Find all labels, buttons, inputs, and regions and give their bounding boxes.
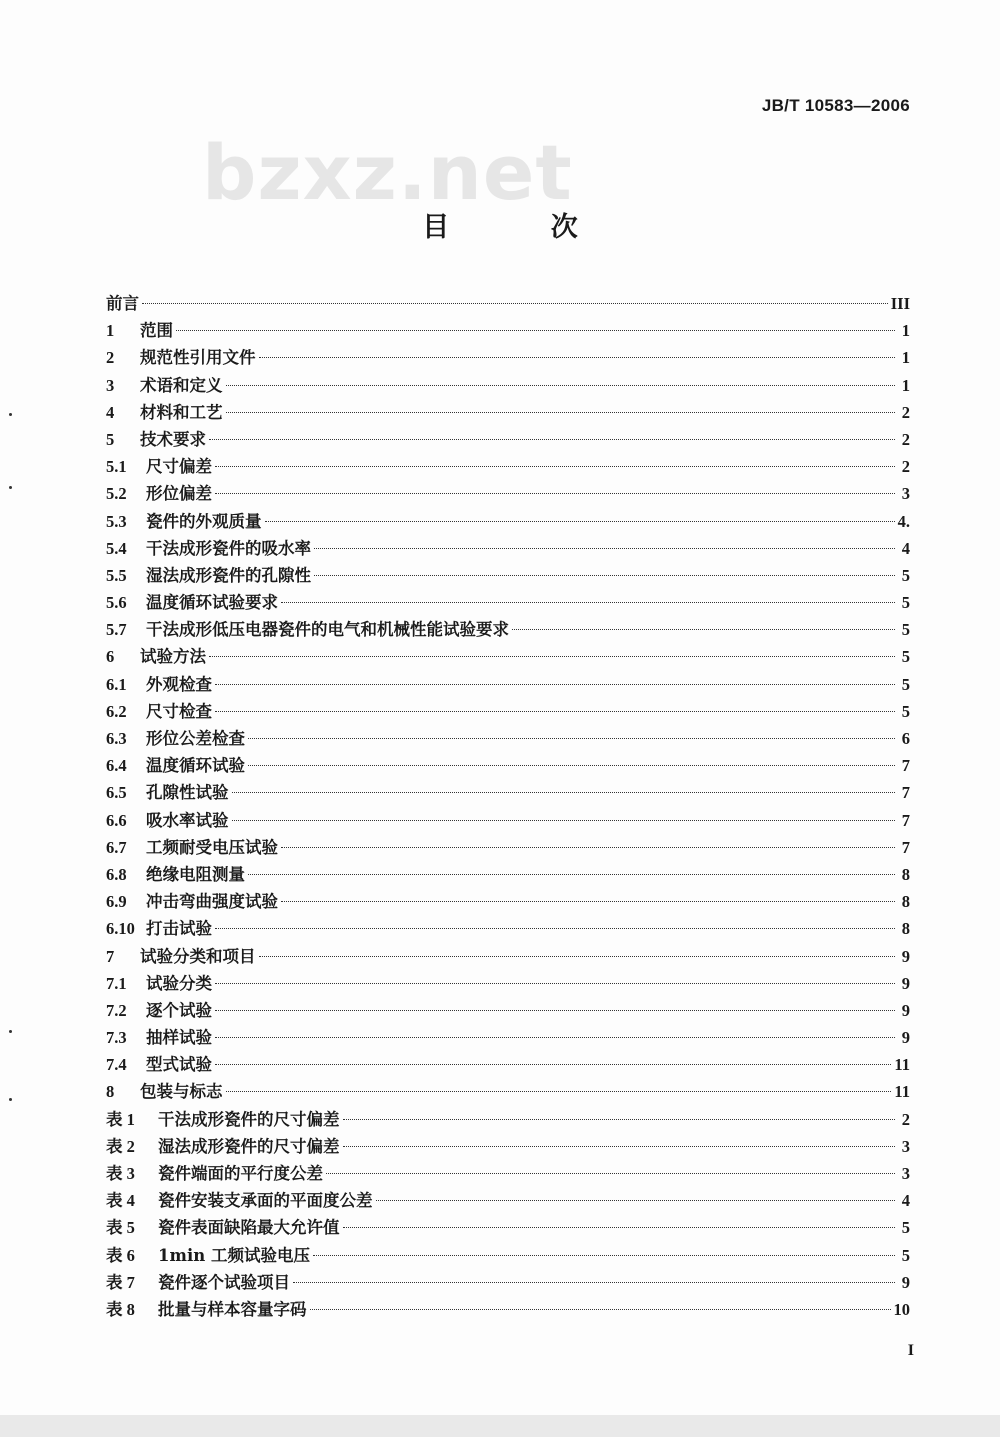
scan-speck [9,1030,12,1033]
toc-entry-page: 4. [897,511,910,531]
toc-entry [106,1296,910,1323]
toc-entry [106,535,910,562]
toc-entry-page: 5 [901,1245,910,1265]
toc-entry [106,643,910,670]
toc-leader-dots [259,956,896,957]
toc-leader-dots [293,1282,895,1283]
toc-entry [106,752,910,779]
toc-entry [106,426,910,453]
toc-leader-dots [376,1200,896,1201]
toc-leader-dots [215,1010,895,1011]
toc-entry [106,888,910,915]
toc-entry-label: 1min 工频试验电压 [158,1245,310,1265]
toc-entry-number: 表 8 [106,1299,135,1319]
toc-entry [106,480,910,507]
toc-entry-page: 3 [901,484,910,504]
toc-entry-label: 技术要求 [140,429,206,449]
toc-leader-dots [232,792,896,793]
toc-entry [106,1133,910,1160]
toc-entry-label: 打击试验 [146,919,212,939]
toc-leader-dots [326,1173,895,1174]
toc-entry-number: 5 [106,429,115,449]
toc-entry [106,671,910,698]
toc-leader-dots [310,1309,891,1310]
toc-entry-page: III [890,294,910,313]
toc-entry-number: 6.7 [106,837,127,857]
toc-entry [106,1214,910,1241]
toc-entry-page: 1 [901,375,910,395]
toc-entry-number: 7.4 [106,1055,127,1075]
toc-entry-number: 3 [106,375,115,395]
toc-leader-dots [232,820,896,821]
toc-entry-page: 7 [901,837,910,857]
toc-entry-page: 8 [901,892,910,912]
toc-entry-page: 9 [901,1028,910,1048]
toc-leader-dots [226,412,896,413]
toc-entry-page: 2 [901,429,910,449]
toc-entry-number: 5.4 [106,538,127,558]
toc-entry-label: 工频耐受电压试验 [146,837,278,857]
toc-leader-dots [226,1091,892,1092]
toc-entry-label: 型式试验 [146,1055,212,1075]
toc-leader-dots [343,1146,896,1147]
toc-leader-dots [142,303,888,304]
toc-entry-label: 尺寸偏差 [146,457,212,477]
toc-entry-page: 7 [901,756,910,776]
toc-entry-label: 冲击弯曲强度试验 [146,892,278,912]
toc-entry [106,290,910,317]
toc-entry-number: 5.7 [106,620,127,640]
toc-entry-number: 7.3 [106,1028,127,1048]
toc-entry-number: 5.2 [106,484,127,504]
toc-entry-label: 前言 [106,294,139,313]
toc-entry-number: 2 [106,348,115,368]
toc-entry-page: 8 [901,919,910,939]
toc-entry [106,779,910,806]
toc-entry-label: 吸水率试验 [146,810,229,830]
toc-leader-dots [313,1255,895,1256]
toc-entry-number: 6.5 [106,783,127,803]
toc-entry-label: 湿法成形瓷件的尺寸偏差 [158,1136,340,1156]
toc-leader-dots [281,847,895,848]
toc-entry-page: 1 [901,348,910,368]
toc-entry-page: 5 [901,647,910,667]
toc-entry-label: 温度循环试验要求 [146,593,278,613]
toc-leader-dots [215,711,895,712]
toc-leader-dots [209,656,895,657]
toc-entry-number: 6.8 [106,864,127,884]
toc-entry [106,1242,910,1269]
toc-leader-dots [314,548,895,549]
toc-entry-page: 2 [901,457,910,477]
scan-bottom-edge [0,1415,1000,1437]
toc-leader-dots [248,738,895,739]
standard-number: JB/T 10583—2006 [761,96,910,115]
toc-leader-dots [248,874,895,875]
toc-entry-number: 5.1 [106,457,127,477]
toc-entry-number: 表 6 [106,1245,135,1265]
toc-entry-label: 形位偏差 [146,484,212,504]
toc-entry-number: 1 [106,321,115,341]
toc-entry-label: 瓷件端面的平行度公差 [158,1164,323,1183]
toc-entry [106,344,910,371]
toc-entry-page: 4 [901,538,910,558]
toc-entry-label: 规范性引用文件 [140,348,256,368]
toc-entry-number: 6.4 [106,756,127,776]
toc-entry-number: 7.2 [106,1000,127,1020]
toc-entry-page: 2 [901,402,910,422]
toc-leader-dots [215,1064,891,1065]
toc-entry-number: 6.9 [106,892,127,912]
toc-entry-number: 7 [106,946,115,966]
toc-entry-label: 孔隙性试验 [146,783,229,803]
toc-entry-label: 抽样试验 [146,1028,212,1048]
toc-entry-number: 表 7 [106,1272,135,1292]
toc-entry-label: 瓷件表面缺陷最大允许值 [158,1218,340,1238]
toc-entry-page: 5 [901,565,910,585]
toc-leader-dots [281,901,895,902]
toc-entry-number: 7.1 [106,973,127,993]
toc-entry-label: 试验分类 [146,973,212,993]
toc-entry [106,562,910,589]
toc-entry-page: 6 [901,729,910,748]
toc-entry [106,807,910,834]
toc-entry [106,970,910,997]
toc-entry-label: 瓷件的外观质量 [146,511,262,531]
toc-entry-number: 8 [106,1082,115,1102]
toc-entry-page: 10 [893,1299,910,1319]
toc-entry-label: 瓷件安装支承面的平面度公差 [158,1191,373,1211]
toc-leader-dots [281,602,895,603]
toc-leader-dots [215,1037,895,1038]
toc-entry-number: 6.6 [106,810,127,830]
toc-entry-page: 9 [901,946,910,966]
toc-leader-dots [176,330,895,331]
toc-entry [106,1269,910,1296]
toc-entry [106,453,910,480]
toc-entry-page: 5 [901,1218,910,1238]
toc-entry [106,943,910,970]
toc-entry-number: 6.2 [106,701,127,721]
scan-speck [9,486,12,489]
toc-entry [106,1078,910,1105]
toc-entry-label: 材料和工艺 [140,402,223,422]
table-of-contents [106,290,910,1323]
toc-leader-dots [512,629,895,630]
toc-entry-page: 4 [901,1191,910,1211]
toc-entry [106,997,910,1024]
toc-entry [106,915,910,942]
toc-entry [106,1160,910,1187]
toc-leader-dots [265,521,895,522]
toc-entry-page: 9 [901,973,910,993]
toc-entry-page: 8 [901,864,910,884]
toc-entry-number: 表 2 [106,1136,135,1156]
toc-entry-number: 4 [106,402,115,422]
toc-title: 目 次 [422,212,624,243]
toc-entry-label: 干法成形瓷件的尺寸偏差 [158,1109,340,1129]
scan-speck [9,1098,12,1101]
toc-entry-number: 表 4 [106,1191,135,1211]
toc-leader-dots [343,1119,896,1120]
toc-entry-label: 绝缘电阻测量 [146,864,245,884]
toc-entry-number: 5.3 [106,511,127,531]
toc-leader-dots [215,493,895,494]
toc-leader-dots [248,765,895,766]
toc-entry [106,508,910,535]
toc-entry-page: 5 [901,674,910,694]
toc-leader-dots [209,439,895,440]
toc-entry-page: 1 [901,321,910,341]
toc-entry [106,834,910,861]
toc-leader-dots [314,575,895,576]
toc-entry-page: 9 [901,1000,910,1020]
toc-entry-label: 干法成形低压电器瓷件的电气和机械性能试验要求 [146,620,509,640]
toc-entry-number: 表 1 [106,1109,135,1129]
toc-entry-page: 5 [901,701,910,721]
toc-entry-number: 表 5 [106,1218,135,1238]
toc-entry-label: 形位公差检查 [146,729,245,748]
toc-leader-dots [215,684,895,685]
toc-entry-label: 试验方法 [140,647,206,667]
toc-entry-page: 11 [894,1055,910,1075]
toc-entry [106,1187,910,1214]
toc-entry [106,589,910,616]
toc-entry-label: 试验分类和项目 [140,946,256,966]
toc-entry [106,1024,910,1051]
toc-leader-dots [215,983,895,984]
toc-entry-label: 干法成形瓷件的吸水率 [146,538,311,558]
toc-entry [106,399,910,426]
toc-entry-label: 尺寸检查 [146,701,212,721]
toc-entry-page: 3 [901,1164,910,1183]
toc-entry-page: 7 [901,783,910,803]
scan-speck [9,413,12,416]
toc-entry-page: 11 [894,1082,910,1102]
toc-leader-dots [215,466,895,467]
toc-entry-number: 6.3 [106,729,127,748]
toc-entry-number: 6.1 [106,674,127,694]
toc-leader-dots [259,357,896,358]
toc-entry-number: 表 3 [106,1164,135,1183]
toc-entry-page: 3 [901,1136,910,1156]
toc-leader-dots [343,1227,896,1228]
toc-entry [106,616,910,643]
toc-entry [106,1106,910,1133]
toc-entry-page: 9 [901,1272,910,1292]
toc-entry [106,1051,910,1078]
toc-entry [106,372,910,399]
toc-entry-label: 温度循环试验 [146,756,245,776]
toc-leader-dots [226,385,896,386]
toc-entry [106,317,910,344]
toc-entry-page: 2 [901,1109,910,1129]
toc-entry-label: 批量与样本容量字码 [158,1299,307,1319]
page-number: I [907,1342,914,1359]
toc-entry [106,861,910,888]
toc-entry-number: 6.10 [106,919,135,939]
toc-entry-label: 逐个试验 [146,1000,212,1020]
watermark: bzxz.net [202,128,573,217]
toc-entry-page: 5 [901,620,910,640]
toc-entry-label: 瓷件逐个试验项目 [158,1272,290,1292]
toc-entry-label: 术语和定义 [140,375,223,395]
toc-entry-label: 外观检查 [146,674,212,694]
toc-entry-page: 5 [901,593,910,613]
toc-entry [106,698,910,725]
toc-entry-label: 范围 [140,321,173,341]
toc-entry-number: 6 [106,647,115,667]
toc-entry-label: 湿法成形瓷件的孔隙性 [146,565,311,585]
toc-entry [106,725,910,752]
toc-entry-number: 5.6 [106,593,127,613]
toc-leader-dots [215,928,895,929]
toc-entry-page: 7 [901,810,910,830]
toc-entry-number: 5.5 [106,565,127,585]
toc-entry-label: 包装与标志 [140,1082,223,1102]
